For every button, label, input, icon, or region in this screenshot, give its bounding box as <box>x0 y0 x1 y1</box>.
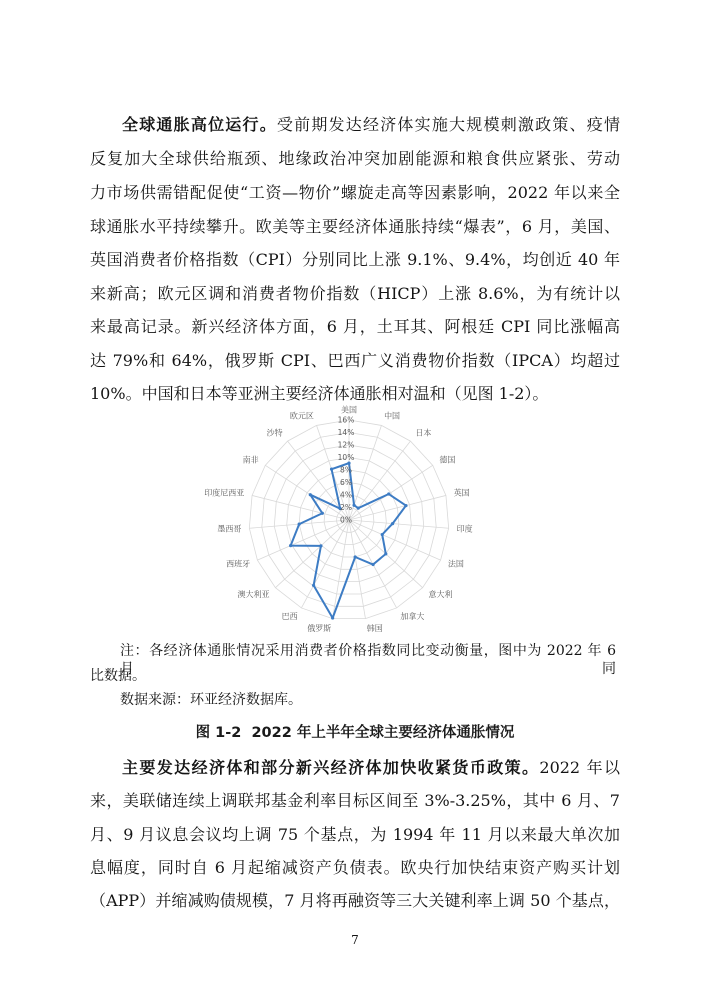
radar-point <box>381 533 384 536</box>
paragraph-2-text: 2022 年以 <box>539 758 620 777</box>
paragraph-2-line-2: 来，美联储连续上调联邦基金利率目标区间至 3%-3.25%，其中 6 月、7 <box>90 791 620 810</box>
paragraph-1-line-5: 英国消费者价格指数（CPI）分别同比上涨 9.1%、9.4%，均创近 40 年 <box>90 250 620 269</box>
radar-category-label: 欧元区 <box>289 411 314 421</box>
radar-point <box>354 555 357 558</box>
paragraph-1-lead: 全球通胀高位运行。 <box>122 115 277 134</box>
paragraph-2-line-1 <box>122 758 620 778</box>
paragraph-1-line-3: 力市场供需错配促使“工资—物价”螺旋走高等因素影响，2022 年以来全 <box>90 183 620 202</box>
radar-point <box>404 504 407 507</box>
radar-point <box>319 544 322 547</box>
radar-category-label: 印度 <box>456 524 473 534</box>
radar-point <box>347 462 350 465</box>
paragraph-2-line-3: 月、9 月议息会议均上调 75 个基点，为 1994 年 11 月以来最大单次加 <box>90 825 620 844</box>
radar-point <box>331 616 334 619</box>
radar-point <box>371 563 374 566</box>
figure-source: 数据来源：环亚经济数据库。 <box>120 692 302 708</box>
radar-category-label: 印度尼西亚 <box>204 488 245 498</box>
paragraph-1-line-2: 反复加大全球供给瓶颈、地缘政治冲突加剧能源和粮食供应紧张、劳动 <box>90 149 620 168</box>
radar-category-label: 西班牙 <box>226 559 251 569</box>
radar-category-label: 墨西哥 <box>217 524 242 534</box>
radar-tick-label: 4% <box>340 490 352 500</box>
paragraph-1-line-7: 来最高记录。新兴经济体方面，6 月，土耳其、阿根廷 CPI 同比涨幅高 <box>90 317 620 336</box>
radar-category-label: 法国 <box>447 559 464 569</box>
radar-spoke <box>349 465 433 520</box>
paragraph-2-line-4: 息幅度，同时自 6 月起缩减资产负债表。欧央行加快结束资产购买计划 <box>90 858 620 877</box>
radar-tick-label: 2% <box>340 503 352 512</box>
radar-tick-label: 0% <box>340 515 352 525</box>
paragraph-1-line-1 <box>122 115 620 135</box>
radar-category-label: 美国 <box>341 405 357 415</box>
radar-category-label: 韩国 <box>366 624 383 633</box>
radar-category-label: 俄罗斯 <box>307 624 332 633</box>
radar-category-label: 意大利 <box>428 590 453 599</box>
radar-category-label: 南非 <box>242 455 259 465</box>
radar-point <box>391 522 394 525</box>
paragraph-1-text: 受前期发达经济体实施大规模刺激政策、疫情 <box>276 115 620 134</box>
radar-point <box>289 544 292 547</box>
radar-point <box>321 512 324 515</box>
radar-tick-label: 14% <box>337 428 355 437</box>
radar-spoke <box>275 520 349 588</box>
figure-caption: 图 1-2 2022 年上半年全球主要经济体通胀情况 <box>195 725 515 741</box>
inflation-radar-chart <box>200 400 510 640</box>
paragraph-2-line-5: （APP）并缩减购债规模，7 月将再融资等三大关键利率上调 50 个基点， <box>90 891 620 910</box>
paragraph-1-line-9: 10%。中国和日本等亚洲主要经济体通胀相对温和（见图 1-2）。 <box>90 384 549 403</box>
figure-note-line-2: 比数据。 <box>90 668 146 684</box>
radar-tick-label: 6% <box>340 478 352 487</box>
paragraph-1-line-6: 来新高；欧元区调和消费者物价指数（HICP）上涨 8.6%，为有统计以 <box>90 284 620 303</box>
radar-point <box>384 552 387 555</box>
radar-tick-label: 10% <box>337 453 355 462</box>
radar-category-label: 德国 <box>439 455 456 465</box>
radar-tick-label: 16% <box>337 415 355 425</box>
radar-point <box>352 504 355 507</box>
radar-category-label: 沙特 <box>266 428 283 438</box>
radar-point <box>309 493 312 496</box>
paragraph-1-line-4: 球通胀水平持续攀升。欧美等主要经济体通胀持续“爆表”，6 月，美国、 <box>90 217 620 236</box>
radar-point <box>357 507 360 510</box>
radar-point <box>330 468 333 471</box>
radar-point <box>312 584 315 587</box>
radar-category-label: 澳大利亚 <box>237 590 270 599</box>
radar-category-label: 中国 <box>384 411 401 421</box>
figure-note-line-1: 注：各经济体通胀情况采用消费者价格指数同比变动衡量，图中为 2022 年 6 月同 <box>120 643 616 677</box>
radar-category-label: 日本 <box>415 428 432 438</box>
page-number: 7 <box>351 933 359 947</box>
radar-tick-label: 12% <box>337 440 355 450</box>
radar-category-label: 加拿大 <box>400 612 425 622</box>
radar-category-label: 英国 <box>453 488 470 498</box>
paragraph-2-lead: 主要发达经济体和部分新兴经济体加快收紧货币政策。 <box>122 758 540 777</box>
radar-spoke <box>252 495 349 520</box>
radar-point <box>387 492 390 495</box>
radar-category-label: 巴西 <box>281 612 298 622</box>
paragraph-1-line-8: 达 79%和 64%，俄罗斯 CPI、巴西广义消费物价指数（IPCA）均超过 <box>90 351 620 370</box>
radar-point <box>298 523 301 526</box>
radar-tick-label: 8% <box>340 465 352 475</box>
